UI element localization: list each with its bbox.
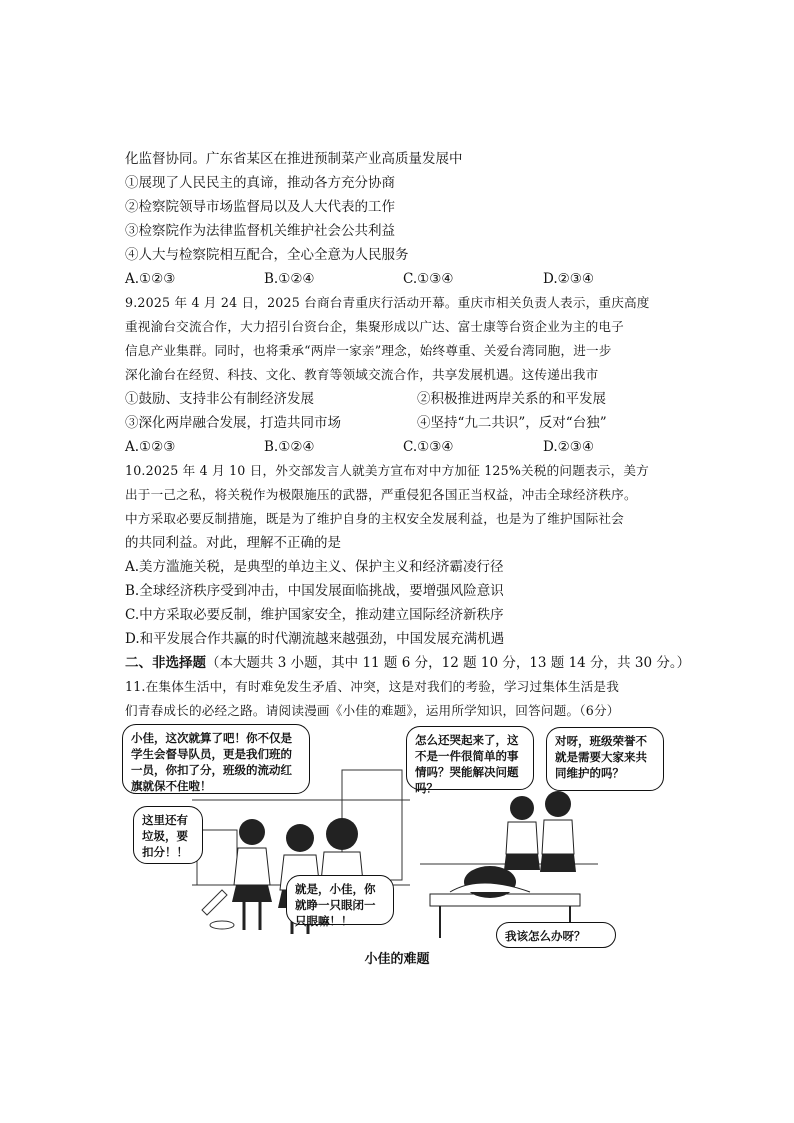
speech-bubble-2: 这里还有垃圾，要扣分！！: [133, 806, 203, 864]
option-a[interactable]: A.①②③: [125, 439, 176, 455]
option-b[interactable]: B.①②④: [264, 271, 315, 287]
q10-text: 10.2025 年 4 月 10 日，外交部发言人就美方宣布对中方加征 125%关税的问题表示，美方: [125, 463, 649, 478]
comic-panel-right: [420, 774, 598, 938]
statement-1: ①鼓励、支持非公有制经济发展: [125, 391, 314, 407]
speech-bubble-4: 怎么还哭起来了，这不是一件很简单的事情吗？哭能解决问题吗？: [406, 726, 534, 790]
comic-caption: 小佳的难题: [364, 952, 430, 967]
statement-3: ③检察院作为法律监督机关维护社会公共利益: [125, 223, 395, 239]
option-d[interactable]: D.②③④: [543, 439, 594, 455]
q10-text: 的共同利益。对此，理解不正确的是: [125, 535, 341, 551]
speech-bubble-6: 我该怎么办呀？: [496, 922, 616, 948]
statement-3: ③深化两岸融合发展，打造共同市场: [125, 415, 341, 431]
option-b[interactable]: B.①②④: [264, 439, 315, 455]
q10-text: 中方采取必要反制措施，既是为了维护自身的主权安全发展利益，也是为了维护国际社会: [125, 511, 624, 526]
speech-bubble-3: 就是，小佳，你就睁一只眼闭一只眼嘛！！: [286, 875, 394, 925]
option-c[interactable]: C.①③④: [403, 439, 454, 455]
option-d[interactable]: D.②③④: [543, 271, 594, 287]
option-c[interactable]: C.①③④: [403, 271, 454, 287]
option-b[interactable]: B.全球经济秩序受到冲击，中国发展面临挑战，要增强风险意识: [125, 583, 504, 599]
q9-text: 深化渝台在经贸、科技、文化、教育等领域交流合作，共享发展机遇。这传递出我市: [125, 367, 599, 382]
statement-4: ④坚持“九二共识”，反对“台独”: [417, 415, 607, 431]
q9-text: 重视渝台交流合作，大力招引台资台企，集聚形成以广达、富士康等台资企业为主的电子: [125, 319, 624, 334]
q11-text: 11.在集体生活中，有时难免发生矛盾、冲突，这是对我们的考验，学习过集体生活是我: [125, 679, 619, 694]
text-line: 化监督协同。广东省某区在推进预制菜产业高质量发展中: [125, 151, 463, 167]
q9-text: 9.2025 年 4 月 24 日，2025 台商台青重庆行活动开幕。重庆市相关负责人表示，重庆高度: [125, 295, 650, 310]
comic-scene-classroom: [420, 774, 598, 938]
statement-4: ④人大与检察院相互配合，全心全意为人民服务: [125, 247, 409, 263]
speech-bubble-5: 对呀，班级荣誉不就是需要大家来共同维护的吗？: [546, 727, 664, 791]
section-heading: [125, 654, 690, 672]
section-title: 二、非选择题: [125, 655, 206, 671]
q9-text: 信息产业集群。同时，也将秉承“两岸一家亲”理念，始终尊重、关爱台湾同胞，进一步: [125, 343, 612, 358]
q11-text: 们青春成长的必经之路。请阅读漫画《小佳的难题》，运用所学知识，回答问题。（6分）: [125, 703, 620, 718]
option-a[interactable]: A.①②③: [125, 271, 176, 287]
q10-text: 出于一己之私，将关税作为极限施压的武器，严重侵犯各国正当权益，冲击全球经济秩序。: [125, 487, 637, 502]
option-d[interactable]: D.和平发展合作共赢的时代潮流越来越强劲，中国发展充满机遇: [125, 631, 505, 647]
statement-2: ②检察院领导市场监督局以及人大代表的工作: [125, 199, 395, 215]
section-detail: （本大题共 3 小题，其中 11 题 6 分，12 题 10 分，13 题 14 分，共 30 分。）: [206, 655, 691, 671]
option-c[interactable]: C.中方采取必要反制，维护国家安全，推动建立国际经济新秩序: [125, 607, 504, 623]
statement-1: ①展现了人民民主的真谛，推动各方充分协商: [125, 175, 395, 191]
statement-2: ②积极推进两岸关系的和平发展: [417, 391, 606, 407]
option-a[interactable]: A.美方滥施关税，是典型的单边主义、保护主义和经济霸凌行径: [125, 559, 504, 575]
speech-bubble-1: 小佳，这次就算了吧！你不仅是学生会督导队员，更是我们班的一员，你扣了分，班级的流动红旗就保不住啦！: [122, 724, 310, 794]
